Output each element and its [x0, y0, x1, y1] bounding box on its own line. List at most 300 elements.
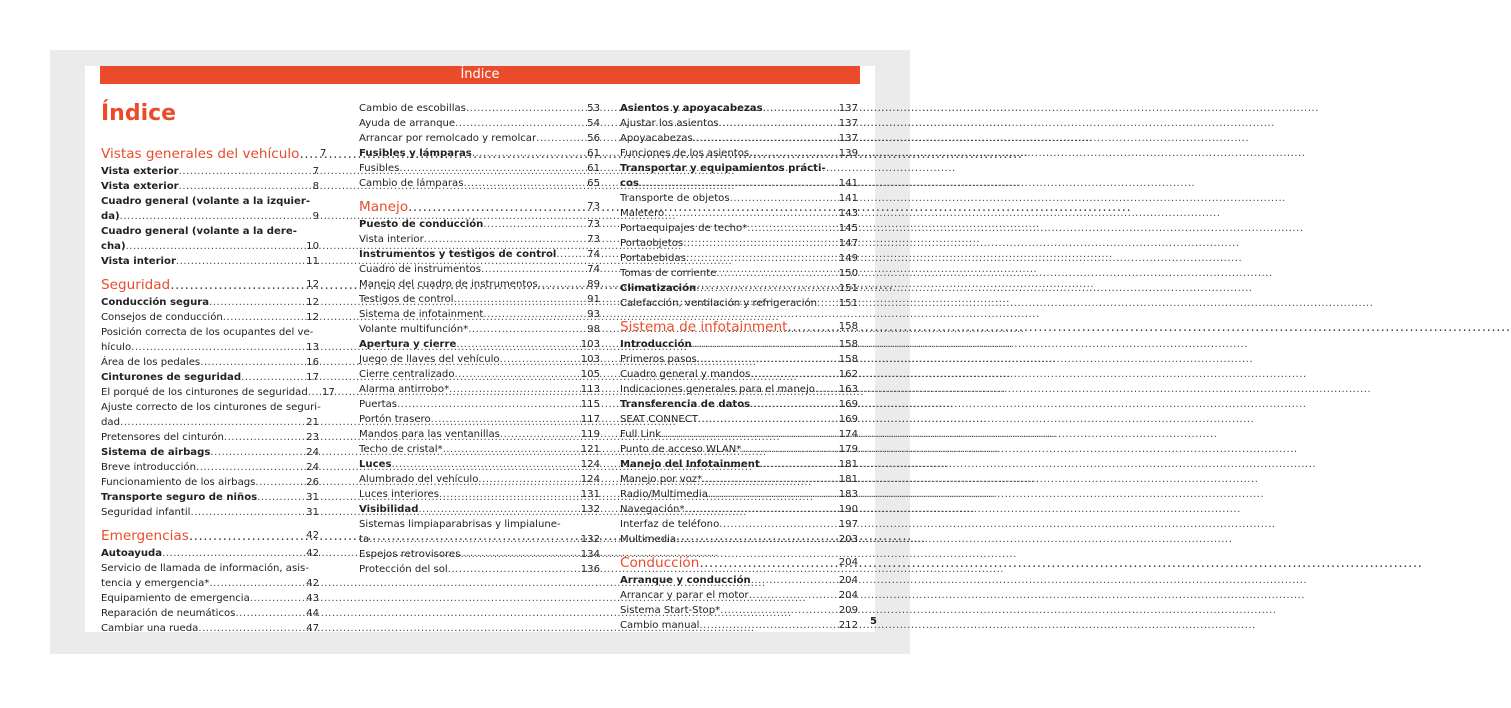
toc-entry[interactable] [620, 442, 858, 457]
toc-entry-title: Apoyacabezas [620, 133, 693, 144]
toc-entry-title: Funciones de los asientos [620, 148, 750, 159]
toc-entry-title-cont: da) [101, 211, 120, 222]
toc-entry-title: Área de los pedales [101, 357, 201, 368]
toc-entry[interactable] [101, 621, 319, 636]
leader-dots [685, 502, 836, 517]
leader-dots [817, 296, 836, 311]
toc-entry-title: Sistema de infotainment [620, 319, 788, 335]
toc-page-number: 47 [306, 623, 319, 634]
leader-dots [464, 176, 582, 191]
toc-page-number: 134 [580, 549, 600, 560]
toc-entry[interactable] [620, 382, 858, 397]
toc-page-number: 42 [306, 548, 319, 559]
toc-entry[interactable] [620, 337, 858, 352]
toc-entry[interactable] [359, 232, 600, 247]
leader-dots [397, 397, 578, 412]
toc-entry[interactable] [359, 562, 600, 577]
toc-page-number: 149 [838, 253, 858, 264]
toc-entry[interactable] [620, 146, 858, 161]
leader-dots [536, 131, 581, 146]
toc-page-number: 143 [838, 208, 858, 219]
toc-section-entry[interactable] [101, 144, 327, 164]
leader-dots [449, 382, 578, 397]
toc-entry-title: Conducción [620, 555, 700, 571]
toc-entry[interactable] [620, 427, 858, 442]
toc-entry-title: Reparación de neumáticos [101, 608, 236, 619]
toc-section-entry[interactable] [101, 275, 319, 295]
toc-entry[interactable] [620, 457, 858, 472]
leader-dots [686, 251, 836, 266]
toc-page-number: 139 [838, 148, 858, 159]
toc-entry[interactable] [620, 191, 858, 206]
toc-entry[interactable] [101, 490, 319, 505]
toc-entry-title: Cuadro general y mandos [620, 369, 751, 380]
leader-dots [255, 475, 300, 490]
toc-entry-title: Vista exterior [101, 181, 179, 192]
toc-entry-title: Cuadro general (volante a la izquier- [101, 196, 311, 207]
toc-entry-title: Portabebidas [620, 253, 686, 264]
leader-dots [126, 239, 300, 254]
toc-entry[interactable] [359, 131, 600, 146]
toc-entry-title: Vistas generales del vehículo [101, 146, 300, 162]
toc-entry-title: Funcionamiento de los airbags [101, 477, 256, 488]
leader-dots [702, 472, 836, 487]
toc-page-number: 137 [838, 118, 858, 129]
toc-entry-title: Calefacción, ventilación y refrigeración [620, 298, 818, 309]
toc-entry[interactable] [359, 292, 600, 307]
toc-entry-title: Cuadro general (volante a la dere- [101, 226, 297, 237]
toc-page-number: 42 [306, 578, 319, 589]
toc-page-number: 93 [587, 309, 600, 320]
toc-page-number: 181 [838, 474, 858, 485]
page-number: 5 [870, 616, 877, 627]
leader-dots [162, 546, 300, 561]
toc-entry[interactable] [359, 412, 600, 427]
toc-entry[interactable] [359, 146, 600, 161]
toc-entry[interactable] [101, 295, 319, 310]
toc-entry[interactable] [620, 502, 858, 517]
toc-entry[interactable] [620, 131, 858, 146]
leader-dots [676, 532, 836, 547]
toc-page-number: 9 [312, 211, 319, 222]
toc-entry[interactable] [620, 161, 858, 191]
leader-dots [763, 101, 836, 116]
toc-entry-title: Manejo del Infotainment [620, 459, 760, 470]
toc-page-number: 12 [306, 312, 319, 323]
toc-entry-title: Pretensores del cinturón [101, 432, 224, 443]
toc-entry[interactable] [101, 460, 319, 475]
toc-entry-title: Puertas [359, 399, 398, 410]
toc-entry[interactable] [620, 603, 858, 618]
toc-entry-title: Navegación* [620, 504, 685, 515]
leader-dots [708, 487, 836, 502]
toc-entry-title: Ajustar los asientos [620, 118, 719, 129]
toc-entry[interactable] [620, 101, 858, 116]
toc-entry[interactable] [359, 307, 600, 322]
toc-entry-title: Transporte seguro de niños [101, 492, 258, 503]
leader-dots [424, 232, 581, 247]
toc-entry[interactable] [101, 591, 319, 606]
toc-section-entry[interactable] [359, 197, 600, 217]
toc-entry-title: Cierre centralizado [359, 369, 455, 380]
toc-page-number: 43 [306, 593, 319, 604]
leader-dots [483, 217, 581, 232]
toc-entry-title: Maletero [620, 208, 665, 219]
toc-entry-title: Sistema de infotainment [359, 309, 484, 320]
toc-entry-title: Testigos de control [359, 294, 454, 305]
leader-dots [196, 460, 300, 475]
leader-dots [751, 573, 836, 588]
toc-entry-title: Multimedia [620, 534, 677, 545]
toc-page-number: 169 [838, 399, 858, 410]
toc-entry-title: Vista interior [359, 234, 424, 245]
leader-dots [209, 295, 300, 310]
toc-entry[interactable] [620, 221, 858, 236]
toc-page-number: 204 [838, 557, 858, 568]
leader-dots [431, 412, 578, 427]
toc-entry-title: Indicaciones generales para el manejo [620, 384, 815, 395]
leader-dots [472, 146, 581, 161]
leader-dots [741, 442, 835, 457]
toc-page-number: 21 [306, 417, 319, 428]
toc-entry-title: Vista exterior [101, 166, 179, 177]
toc-entry[interactable] [101, 370, 319, 385]
toc-entry[interactable] [359, 337, 600, 352]
leader-dots [210, 445, 300, 460]
leader-dots [308, 385, 316, 400]
leader-dots [699, 553, 835, 573]
toc-entry-title: Manejo [359, 199, 409, 215]
toc-page-number: 98 [587, 324, 600, 335]
toc-entry[interactable] [359, 442, 600, 457]
toc-page-number: 23 [306, 432, 319, 443]
toc-entry[interactable] [620, 266, 858, 281]
toc-column-1 [101, 138, 335, 636]
toc-page-number: 17 [306, 372, 319, 383]
toc-page-number: 91 [587, 294, 600, 305]
toc-page-number: 209 [838, 605, 858, 616]
toc-entry[interactable] [101, 475, 319, 490]
leader-dots [719, 517, 835, 532]
toc-page-number: 197 [838, 519, 858, 530]
toc-entry-title: Asientos y apoyacabezas [620, 103, 763, 114]
toc-entry[interactable] [359, 502, 600, 517]
toc-entry-title: Seguridad infantil [101, 507, 191, 518]
toc-entry-title: Servicio de llamada de información, asis- [101, 563, 309, 574]
toc-entry[interactable] [359, 176, 600, 191]
toc-entry-title: Autoayuda [101, 548, 163, 559]
leader-dots [720, 603, 836, 618]
toc-page-number: 7 [320, 148, 327, 159]
toc-entry-title: Manejo por voz* [620, 474, 703, 485]
leader-dots [224, 430, 300, 445]
leader-dots [500, 427, 578, 442]
toc-entry[interactable] [359, 277, 600, 292]
toc-entry[interactable] [620, 236, 858, 251]
leader-dots [697, 352, 836, 367]
leader-dots [483, 307, 581, 322]
toc-page-number: 65 [587, 178, 600, 189]
leader-dots [399, 161, 581, 176]
leader-dots [468, 322, 581, 337]
leader-dots [750, 397, 836, 412]
toc-page-number: 169 [838, 414, 858, 425]
toc-page-number: 24 [306, 447, 319, 458]
toc-section-entry[interactable] [101, 526, 319, 546]
toc-entry[interactable] [359, 487, 600, 502]
leader-dots [639, 176, 836, 191]
toc-entry-title: Fusibles [359, 163, 400, 174]
leader-dots [299, 144, 307, 164]
toc-entry-title: Equipamiento de emergencia [101, 593, 250, 604]
toc-entry[interactable] [359, 547, 600, 562]
toc-page-number: 162 [838, 369, 858, 380]
toc-entry-title: Puesto de conducción [359, 219, 484, 230]
toc-entry-title: Introducción [620, 339, 692, 350]
toc-entry[interactable] [620, 618, 858, 633]
toc-entry[interactable] [101, 445, 319, 460]
toc-entry[interactable] [620, 472, 858, 487]
toc-entry-title: Manejo del cuadro de instrumentos [359, 279, 538, 290]
toc-entry-title: Protección del sol [359, 564, 448, 575]
toc-entry[interactable] [101, 194, 319, 224]
leader-dots [179, 179, 300, 194]
toc-entry[interactable] [101, 355, 319, 370]
toc-entry[interactable] [359, 457, 600, 472]
toc-entry[interactable] [620, 251, 858, 266]
toc-entry[interactable] [359, 517, 600, 547]
toc-entry-title: Alarma antirrobo* [359, 384, 450, 395]
toc-entry[interactable] [101, 310, 319, 325]
toc-entry[interactable] [359, 101, 600, 116]
toc-entry[interactable] [101, 430, 319, 445]
toc-page-number: 203 [838, 534, 858, 545]
toc-page-number: 44 [306, 608, 319, 619]
leader-dots [209, 576, 300, 591]
toc-page-number: 42 [306, 530, 319, 541]
toc-entry[interactable] [101, 325, 319, 355]
toc-entry[interactable] [101, 505, 319, 520]
toc-entry-title-cont: hículo [101, 342, 132, 353]
toc-entry-title: Portaobjetos [620, 238, 684, 249]
toc-entry[interactable] [620, 532, 858, 547]
toc-page-number: 141 [838, 178, 858, 189]
toc-entry[interactable] [101, 164, 319, 179]
toc-entry[interactable] [620, 281, 858, 296]
toc-entry-title: Cambiar una rueda [101, 623, 199, 634]
toc-page-number: 103 [580, 354, 600, 365]
leader-dots [454, 292, 581, 307]
toc-page-number: 158 [838, 321, 858, 332]
toc-entry[interactable] [620, 517, 858, 532]
toc-page-number: 53 [587, 103, 600, 114]
toc-entry-title: Transferencia de datos [620, 399, 751, 410]
toc-page-number: 54 [587, 118, 600, 129]
toc-page-number: 73 [587, 201, 600, 212]
toc-entry-title: Juego de llaves del vehículo [359, 354, 500, 365]
toc-page-number: 13 [306, 342, 319, 353]
toc-entry-title: Instrumentos y testigos de control [359, 249, 557, 260]
toc-page-number: 181 [838, 459, 858, 470]
toc-entry-title: Punto de acceso WLAN* [620, 444, 742, 455]
toc-page-number: 113 [580, 384, 600, 395]
toc-page-number: 73 [587, 234, 600, 245]
toc-entry[interactable] [620, 116, 858, 131]
toc-entry[interactable] [359, 262, 600, 277]
toc-entry[interactable] [359, 247, 600, 262]
toc-entry[interactable] [620, 487, 858, 502]
toc-entry[interactable] [359, 367, 600, 382]
leader-dots [716, 266, 835, 281]
toc-page-number: 137 [838, 103, 858, 114]
toc-entry[interactable] [359, 397, 600, 412]
leader-dots [176, 254, 300, 269]
leader-dots [223, 310, 300, 325]
leader-dots [750, 367, 835, 382]
leader-dots [692, 337, 836, 352]
leader-dots [241, 370, 300, 385]
toc-page-number: 141 [838, 193, 858, 204]
toc-page-number: 8 [312, 181, 319, 192]
leader-dots [730, 191, 836, 206]
toc-entry-title: Volante multifunción* [359, 324, 469, 335]
leader-dots [257, 490, 300, 505]
toc-entry-title: Sistemas limpiaparabrisas y limpialune- [359, 519, 561, 530]
toc-entry-title: Espejos retrovisores [359, 549, 461, 560]
toc-entry[interactable] [359, 352, 600, 367]
toc-entry-title: Portón trasero [359, 414, 431, 425]
leader-dots [120, 415, 300, 430]
toc-entry-title: Vista interior [101, 256, 176, 267]
toc-entry[interactable] [359, 116, 600, 131]
toc-entry-title: Luces [359, 459, 392, 470]
toc-entry[interactable] [620, 573, 858, 588]
toc-entry[interactable] [101, 385, 335, 400]
leader-dots [235, 606, 300, 621]
toc-page-number: 10 [306, 241, 319, 252]
toc-entry-title: Radio/Multimedia [620, 489, 708, 500]
toc-entry-title: Full Link [620, 429, 662, 440]
toc-entry[interactable] [620, 412, 858, 427]
toc-entry-title: Ajuste correcto de los cinturones de seguri- [101, 402, 321, 413]
leader-dots [478, 472, 577, 487]
leader-dots [760, 457, 836, 472]
leader-dots [179, 164, 300, 179]
toc-entry[interactable] [359, 472, 600, 487]
toc-entry-title: Interfaz de teléfono [620, 519, 720, 530]
toc-entry[interactable] [101, 606, 319, 621]
toc-page-number: 158 [838, 339, 858, 350]
toc-entry-title: Alumbrado del vehículo [359, 474, 479, 485]
toc-page-number: 16 [306, 357, 319, 368]
toc-section-entry[interactable] [620, 553, 858, 573]
toc-page-number: 190 [838, 504, 858, 515]
toc-page-number: 132 [580, 504, 600, 515]
leader-dots [815, 382, 836, 397]
toc-entry-title: Portaequipajes de techo* [620, 223, 748, 234]
toc-page-number: 12 [306, 297, 319, 308]
toc-entry[interactable] [101, 400, 319, 430]
toc-page-number: 131 [580, 489, 600, 500]
leader-dots [699, 618, 835, 633]
toc-entry-title-cont: tencia y emergencia* [101, 578, 210, 589]
toc-entry-title-cont: cha) [101, 241, 126, 252]
toc-page-number: 74 [587, 264, 600, 275]
toc-page-number: 119 [580, 429, 600, 440]
toc-page-number: 26 [306, 477, 319, 488]
leader-dots [481, 262, 581, 277]
toc-page-number: 204 [838, 575, 858, 586]
toc-entry-title: Fusibles y lámparas [359, 148, 472, 159]
toc-page-number: 61 [587, 148, 600, 159]
toc-page-number: 74 [587, 249, 600, 260]
toc-entry[interactable] [101, 546, 319, 561]
toc-entry[interactable] [620, 588, 858, 603]
header-bar: Índice [100, 66, 860, 84]
toc-column-3 [620, 101, 858, 633]
leader-dots [698, 412, 836, 427]
toc-page-number: 12 [306, 279, 319, 290]
toc-page-number: 147 [838, 238, 858, 249]
leader-dots [455, 367, 578, 382]
toc-page-number: 163 [838, 384, 858, 395]
toc-page-number: 73 [587, 219, 600, 230]
leader-dots [448, 562, 578, 577]
toc-entry[interactable] [359, 427, 600, 442]
leader-dots [538, 277, 581, 292]
toc-entry[interactable] [620, 352, 858, 367]
toc-entry[interactable] [359, 382, 600, 397]
leader-dots [749, 588, 836, 603]
toc-page-number: 115 [580, 399, 600, 410]
toc-entry-title: Arrancar y parar el motor [620, 590, 749, 601]
leader-dots [661, 427, 836, 442]
toc-entry[interactable] [101, 224, 319, 254]
toc-entry[interactable] [359, 161, 600, 176]
toc-entry[interactable] [359, 322, 600, 337]
leader-dots [250, 591, 300, 606]
toc-entry-title: Emergencias [101, 528, 189, 544]
toc-entry[interactable] [359, 217, 600, 232]
toc-entry[interactable] [101, 179, 319, 194]
toc-entry-title: Techo de cristal* [359, 444, 443, 455]
toc-entry-title: Arranque y conducción [620, 575, 751, 586]
toc-entry[interactable] [620, 206, 858, 221]
toc-section-entry[interactable] [620, 317, 858, 337]
toc-entry[interactable] [101, 254, 319, 269]
toc-page-number: 117 [580, 414, 600, 425]
toc-page-number: 183 [838, 489, 858, 500]
toc-page-number: 56 [587, 133, 600, 144]
toc-page-number: 124 [580, 474, 600, 485]
toc-entry[interactable] [620, 367, 858, 382]
toc-entry[interactable] [620, 397, 858, 412]
leader-dots [788, 317, 836, 337]
leader-dots [200, 355, 300, 370]
toc-entry[interactable] [620, 296, 858, 311]
toc-entry[interactable] [101, 561, 319, 591]
leader-dots [719, 116, 836, 131]
toc-page-number: 124 [580, 459, 600, 470]
toc-entry-title: Cambio de escobillas [359, 103, 466, 114]
toc-page-number: 31 [306, 507, 319, 518]
toc-entry-title: Cambio de lámparas [359, 178, 464, 189]
toc-page-number: 7 [312, 166, 319, 177]
toc-page-number: 158 [838, 354, 858, 365]
toc-page-number: 103 [580, 339, 600, 350]
toc-entry-title: Breve introducción [101, 462, 196, 473]
toc-entry-title: Cambio manual [620, 620, 700, 631]
